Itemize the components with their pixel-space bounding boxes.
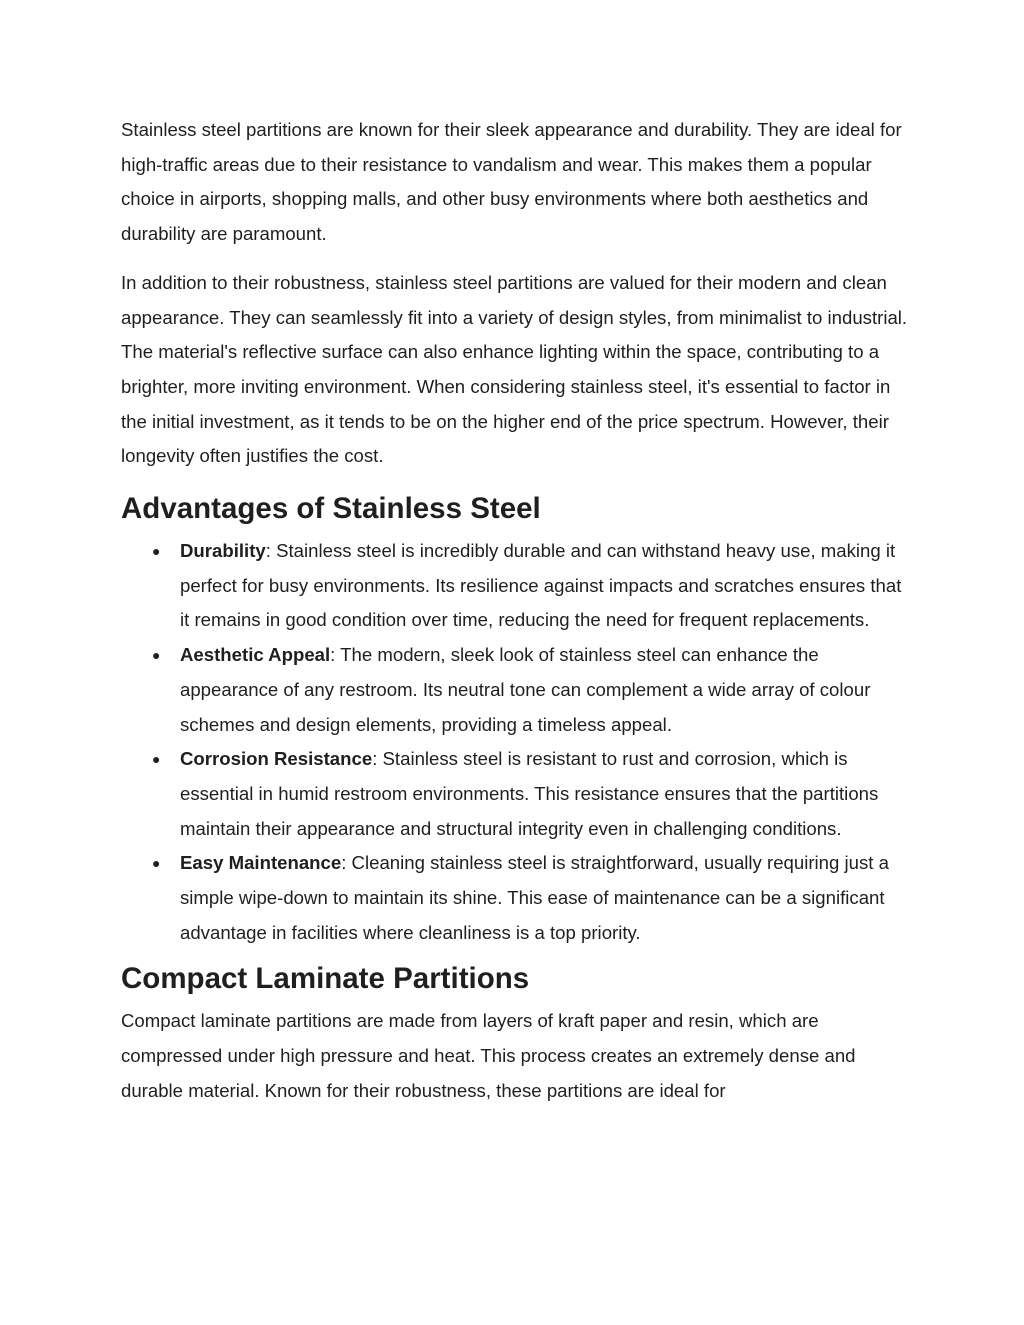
list-item-text: : The modern, sleek look of stainless steel can enhance the appearance of any restroom. Its neutral tone can complement a wide array of colour schemes and design elements, providing a timeless appeal. xyxy=(180,644,871,735)
list-item-term: Easy Maintenance xyxy=(180,852,342,874)
list-item-term: Aesthetic Appeal xyxy=(180,644,331,666)
bullet-icon: ● xyxy=(152,751,161,768)
bullet-icon: ● xyxy=(152,543,161,560)
list-item xyxy=(121,846,911,950)
compact-paragraph-1: Compact laminate partitions are made from layers of kraft paper and resin, which are compressed under high pressure and heat. This process creates an extremely dense and durable material. Known for their robustness, these partitions are ideal for xyxy=(121,1010,856,1101)
list-item xyxy=(121,638,911,742)
document-page xyxy=(121,113,911,1123)
compact-laminate-heading: Compact Laminate Partitions xyxy=(121,962,530,996)
bullet-icon: ● xyxy=(152,647,161,664)
bullet-icon: ● xyxy=(152,855,161,872)
list-item xyxy=(121,742,911,846)
list-item-term: Corrosion Resistance xyxy=(180,748,373,770)
list-item-term: Durability xyxy=(180,540,266,562)
intro-paragraph-1: Stainless steel partitions are known for their sleek appearance and durability. They are ideal for high-traffic areas due to their resistance to vandalism and wear. This makes them a popular choice in airports, shopping malls, and other busy environments where both aesthetics and durability are paramount. xyxy=(121,119,902,245)
advantages-list xyxy=(121,534,911,950)
intro-paragraph-2: In addition to their robustness, stainless steel partitions are valued for their modern and clean appearance. They can seamlessly fit into a variety of design styles, from minimalist to industrial. The material's reflective surface can also enhance lighting within the space, contributing to a brighter, more inviting environment. When considering stainless steel, it's essential to factor in the initial investment, as it tends to be on the higher end of the price spectrum. However, their longevity often justifies the cost. xyxy=(121,271,908,467)
list-item xyxy=(121,534,911,638)
advantages-heading: Advantages of Stainless Steel xyxy=(121,492,541,526)
list-item-text: : Stainless steel is resistant to rust and corrosion, which is essential in humid restroom environments. This resistance ensures that the partitions maintain their appearance and structural integrity even in challenging conditions. xyxy=(180,748,879,839)
list-item-text: : Stainless steel is incredibly durable and can withstand heavy use, making it perfect for busy environments. Its resilience against impacts and scratches ensures that it remains in good condition over time, reducing the need for frequent replacements. xyxy=(180,540,902,631)
list-item-text: : Cleaning stainless steel is straightforward, usually requiring just a simple wipe-down to maintain its shine. This ease of maintenance can be a significant advantage in facilities where cleanliness is a top priority. xyxy=(180,852,889,943)
